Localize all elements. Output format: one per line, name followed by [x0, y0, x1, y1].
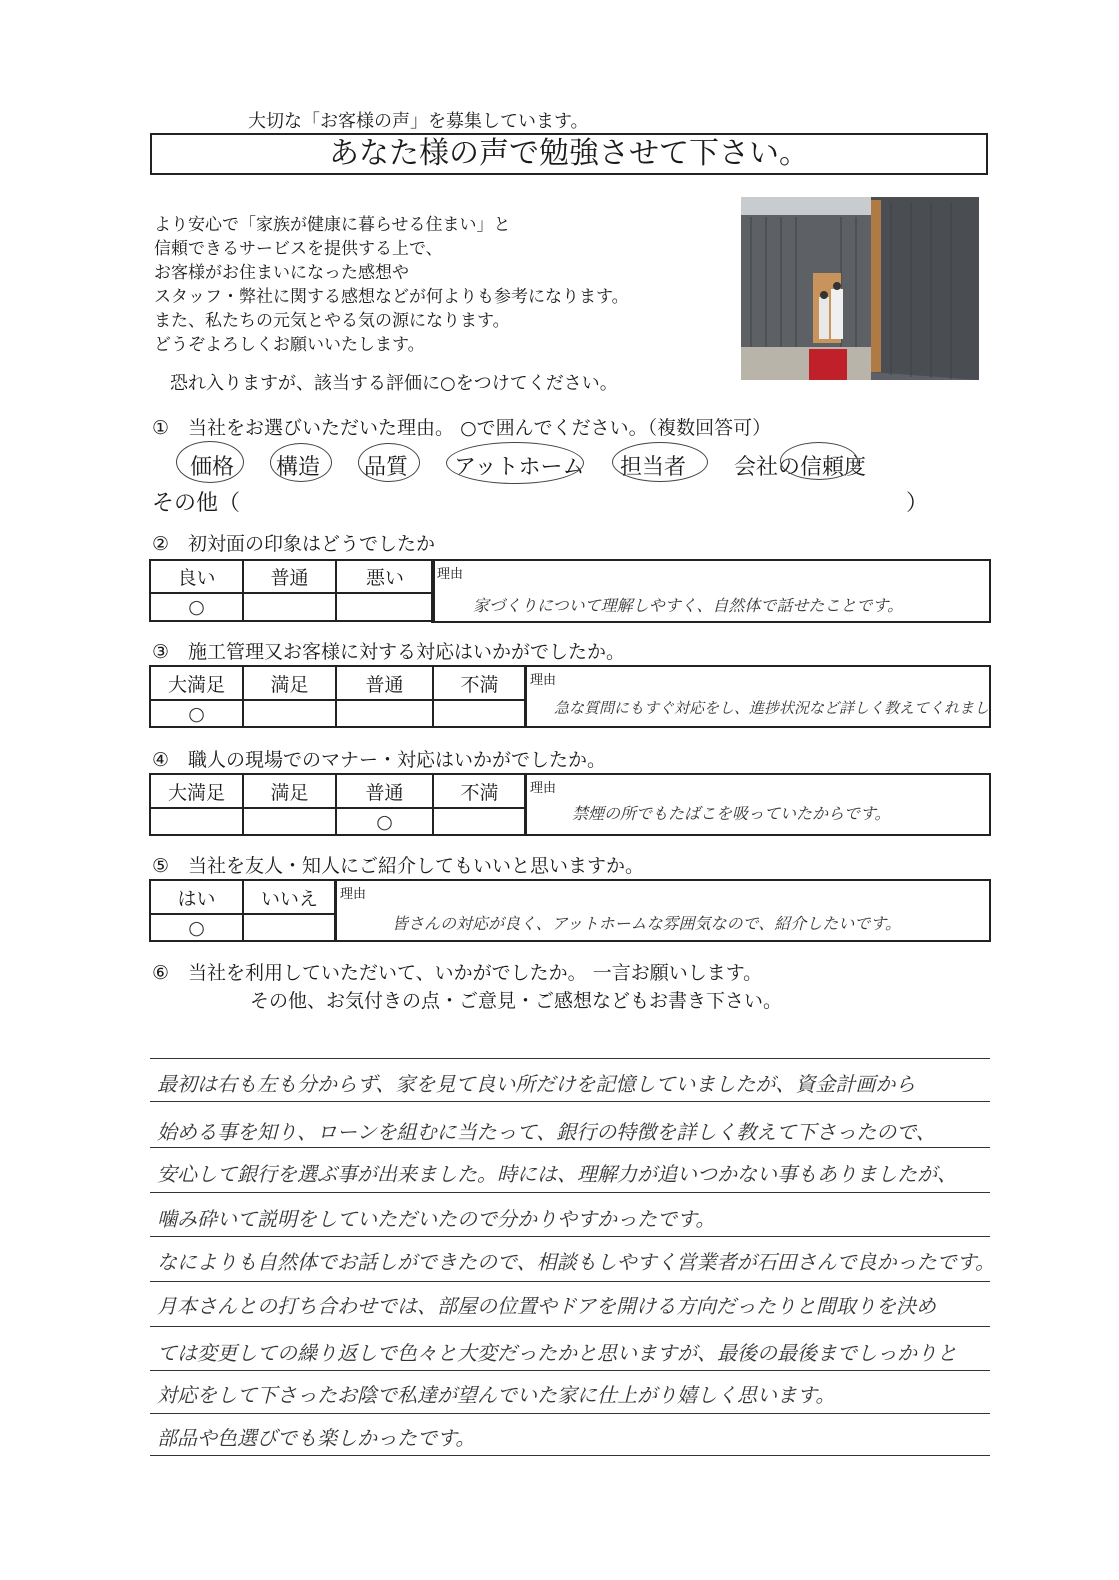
intro-line: どうぞよろしくお願いいたします。 [154, 335, 425, 355]
q3-reason-label: 理由 [530, 673, 557, 688]
comment-line: 最初は右も左も分からず、家を見て良い所だけを記憶していましたが、資金計画から [157, 1072, 916, 1096]
q5-cell-no [243, 914, 336, 941]
q5-cell-yes [150, 914, 243, 941]
q1-option-trust: 会社の信頼度 [734, 455, 867, 480]
q3-cell-normal [336, 700, 433, 727]
q6-subtitle: その他、お気付きの点・ご意見・ご感想などもお書き下さい。 [250, 990, 783, 1012]
intro-line: お客様がお住まいになった感想や [154, 263, 409, 283]
comment-line: 月本さんとの打ち合わせでは、部屋の位置やドアを開ける方向だったりと間取りを決め [157, 1294, 936, 1318]
q1-option-structure: 構造 [276, 455, 321, 480]
writing-line [150, 1147, 990, 1148]
writing-line [150, 1455, 990, 1456]
q4-mark: ○ [376, 810, 393, 833]
intro-line: より安心で「家族が健康に暮らせる住まい」と [154, 215, 511, 235]
comment-line: 噛み砕いて説明をしていただいたので分かりやすかったです。 [157, 1207, 716, 1231]
q2-header-bad: 悪い [336, 560, 434, 593]
q5-reason-label: 理由 [340, 887, 367, 902]
q5-mark: ○ [188, 916, 205, 939]
q4-rating-table [149, 773, 527, 836]
q3-header-dissatisfied: 不満 [433, 666, 526, 700]
q2-cell-normal [243, 593, 336, 621]
writing-line [150, 1192, 990, 1193]
selection-circle [446, 442, 584, 484]
q2-title: ② 初対面の印象はどうでしたか [152, 533, 436, 555]
q5-reason-box [334, 879, 991, 942]
comment-line: 対応をして下さったお陰で私達が望んでいた家に仕上がり嬉しく思います。 [157, 1383, 836, 1407]
q2-header-good: 良い [150, 560, 243, 593]
comment-line: 部品や色選びでも楽しかったです。 [157, 1426, 476, 1450]
q2-cell-bad [336, 593, 434, 621]
q2-header-normal: 普通 [243, 560, 336, 593]
writing-line [150, 1101, 990, 1102]
q3-cell-dissatisfied [433, 700, 526, 727]
q4-title: ④ 職人の現場でのマナー・対応はいかがでしたか。 [152, 749, 607, 771]
writing-line [150, 1370, 990, 1371]
q3-header-very-satisfied: 大満足 [150, 666, 243, 700]
q2-cell-good [150, 593, 243, 621]
comment-line: 始める事を知り、ローンを組むに当たって、銀行の特徴を詳しく教えて下さったので、 [157, 1120, 936, 1144]
q3-reason-box [524, 665, 991, 728]
comment-line: ては変更しての繰り返しで色々と大変だったかと思いますが、最後の最後までしっかりと [157, 1341, 957, 1365]
q3-reason-text: 急な質問にもすぐ対応をし、進捗状況など詳しく教えてくれまし [554, 699, 990, 717]
q4-cell-very-satisfied [150, 808, 243, 835]
q1-option-athome: アットホーム [454, 455, 585, 480]
intro-line: また、私たちの元気とやる気の源になります。 [154, 311, 510, 331]
q3-cell-satisfied [243, 700, 336, 727]
q5-rating-table [149, 879, 337, 942]
q3-header-normal: 普通 [336, 666, 433, 700]
q2-reason-text: 家づくりについて理解しやすく、自然体で話せたことです。 [473, 596, 904, 615]
q5-header-yes: はい [150, 880, 243, 914]
writing-line [150, 1413, 990, 1414]
q3-rating-table [149, 665, 527, 728]
q4-cell-normal [336, 808, 433, 835]
intro-line: 信頼できるサービスを提供する上で、 [154, 239, 443, 259]
q4-reason-text: 禁煙の所でもたばこを吸っていたからです。 [572, 804, 891, 823]
q4-header-very-satisfied: 大満足 [150, 774, 243, 808]
house-photo-drawing [741, 197, 979, 380]
q4-reason-label: 理由 [530, 781, 557, 796]
q5-header-no: いいえ [243, 880, 336, 914]
q1-title: ① 当社をお選びいただいた理由。 ○で囲んでください。（複数回答可） [152, 417, 772, 439]
q4-header-dissatisfied: 不満 [433, 774, 526, 808]
writing-line [150, 1281, 990, 1282]
q1-option-staff: 担当者 [620, 455, 687, 480]
selection-circle [612, 442, 708, 482]
writing-line [150, 1236, 990, 1237]
q1-option-quality: 品質 [364, 455, 409, 480]
q4-header-normal: 普通 [336, 774, 433, 808]
q5-reason-text: 皆さんの対応が良く、アットホームな雰囲気なので、紹介したいです。 [392, 914, 901, 933]
q1-other-close: ） [906, 491, 929, 516]
selection-circle [358, 443, 420, 482]
instruction: 恐れ入りますが、該当する評価に○をつけてください。 [170, 373, 618, 394]
writing-line [150, 1058, 990, 1059]
selection-circle [176, 441, 244, 483]
selection-circle [780, 442, 858, 480]
q2-rating-table [149, 559, 435, 622]
q1-option-price: 価格 [190, 455, 235, 480]
q3-cell-very-satisfied [150, 700, 243, 727]
page-title: あなた様の声で勉強させて下さい。 [150, 133, 988, 175]
q2-reason-label: 理由 [437, 567, 464, 582]
q4-cell-dissatisfied [433, 808, 526, 835]
q2-reason-box [431, 559, 991, 623]
q6-title: ⑥ 当社を利用していただいて、いかがでしたか。 一言お願いします。 [152, 962, 763, 984]
q1-other-label: その他（ [152, 491, 241, 516]
comment-line: 安心して銀行を選ぶ事が出来ました。時には、理解力が追いつかない事もありましたが、 [157, 1162, 957, 1186]
house-photo [741, 197, 979, 380]
q5-title: ⑤ 当社を友人・知人にご紹介してもいいと思いますか。 [152, 855, 645, 877]
comment-line: なによりも自然体でお話しができたので、相談もしやすく営業者が石田さんで良かったです。 [157, 1250, 995, 1274]
writing-line [150, 1326, 990, 1327]
q3-header-satisfied: 満足 [243, 666, 336, 700]
q4-cell-satisfied [243, 808, 336, 835]
q3-mark: ○ [188, 702, 205, 725]
q4-header-satisfied: 満足 [243, 774, 336, 808]
intro-text [154, 213, 629, 357]
q3-title: ③ 施工管理又お客様に対する対応はいかがでしたか。 [152, 641, 626, 663]
header-subtitle: 大切な「お客様の声」を募集しています。 [248, 111, 589, 132]
selection-circle [270, 443, 332, 482]
intro-line: スタッフ・弊社に関する感想などが何よりも参考になります。 [154, 287, 629, 307]
q4-reason-box [524, 773, 991, 836]
q2-mark: ○ [188, 596, 205, 618]
